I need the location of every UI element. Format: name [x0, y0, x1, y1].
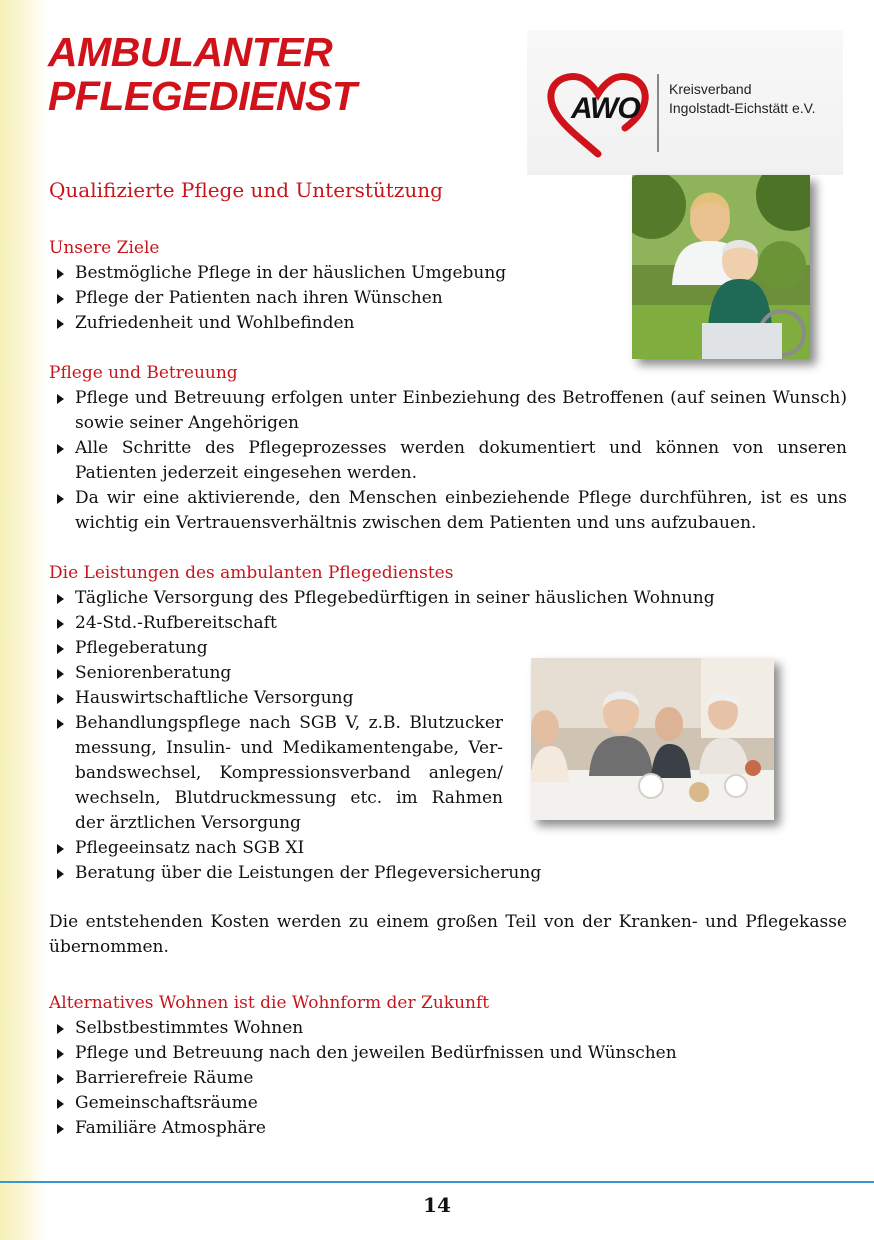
section-heading-wohnen: Alternatives Wohnen ist die Wohnform der Zukunft [49, 993, 490, 1013]
list-ziele [49, 261, 569, 336]
seniors-dining-photo [531, 658, 774, 820]
awo-logo [527, 30, 843, 175]
section-heading-ziele: Unsere Ziele [49, 238, 160, 258]
section-heading-leistungen: Die Leistungen des ambulanten Pflegedienstes [49, 563, 454, 583]
footer-divider [0, 1181, 874, 1183]
list-item: Pflegeeinsatz nach SGB XI [49, 836, 847, 861]
list-item: Pflege und Betreuung nach den jeweilen Bedürfnissen und Wünschen [49, 1041, 847, 1066]
title-line-1: AMBULANTER [48, 29, 333, 75]
list-item: Pflege und Betreuung erfolgen unter Einbeziehung des Betroffenen (auf seinen Wunsch) sowie seiner Angehörigen [49, 386, 847, 436]
list-item: Gemeinschaftsräume [49, 1091, 847, 1116]
list-item: Pflege der Patienten nach ihren Wünschen [49, 286, 569, 311]
list-betreuung [49, 386, 847, 536]
list-item: Seniorenberatung [49, 661, 847, 686]
list-item: Da wir eine aktivierende, den Menschen einbeziehende Pflege durchführen, ist es uns wichtig ein Vertrauensverhältnis zwischen dem Patienten und uns aufzubauen. [49, 486, 847, 536]
list-item: 24-Std.-Rufbereitschaft [49, 611, 847, 636]
costs-paragraph: Die entstehenden Kosten werden zu einem großen Teil von der Kranken- und Pflegekasse übernommen. [49, 912, 847, 957]
section-heading-betreuung: Pflege und Betreuung [49, 363, 238, 383]
list-item: Bestmögliche Pflege in der häuslichen Umgebung [49, 261, 569, 286]
list-item: Barrierefreie Räume [49, 1066, 847, 1091]
page-subtitle: Qualifizierte Pflege und Unterstützung [49, 178, 443, 202]
page-number: 14 [423, 1193, 451, 1217]
list-item: Behandlungspflege nach SGB V, z.B. Blutzucker messung, Insulin- und Medikamentengabe, Ver- bandswechsel, Kompressionsverband anlegen/ wechseln, Blutdruckmessung etc. im Rahmen der ärztlichen Versorgung [49, 711, 503, 836]
title-line-2: PFLEGEDIENST [48, 73, 357, 119]
list-item: Familiäre Atmosphäre [49, 1116, 847, 1141]
list-item: Alle Schritte des Pflegeprozesses werden dokumentiert und können von unseren Patienten jederzeit eingesehen werden. [49, 436, 847, 486]
list-wohnen [49, 1016, 847, 1141]
logo-brand-text: AWO [571, 92, 640, 125]
logo-org-line-2: Ingolstadt-Eichstätt e.V. [669, 100, 816, 116]
list-item: Zufriedenheit und Wohlbefinden [49, 311, 569, 336]
logo-org-name [669, 80, 816, 118]
logo-org-line-1: Kreisverband [669, 81, 752, 97]
list-item: Selbstbestimmtes Wohnen [49, 1016, 847, 1041]
list-item: Beratung über die Leistungen der Pflegeversicherung [49, 861, 847, 886]
logo-divider [657, 74, 659, 152]
page-title [48, 30, 356, 118]
list-item: Tägliche Versorgung des Pflegebedürftigen in seiner häuslichen Wohnung [49, 586, 847, 611]
caregiver-wheelchair-photo [632, 175, 810, 359]
list-item: Hauswirtschaftliche Versorgung [49, 686, 847, 711]
side-color-strip [0, 0, 46, 1240]
list-item: Pflegeberatung [49, 636, 847, 661]
